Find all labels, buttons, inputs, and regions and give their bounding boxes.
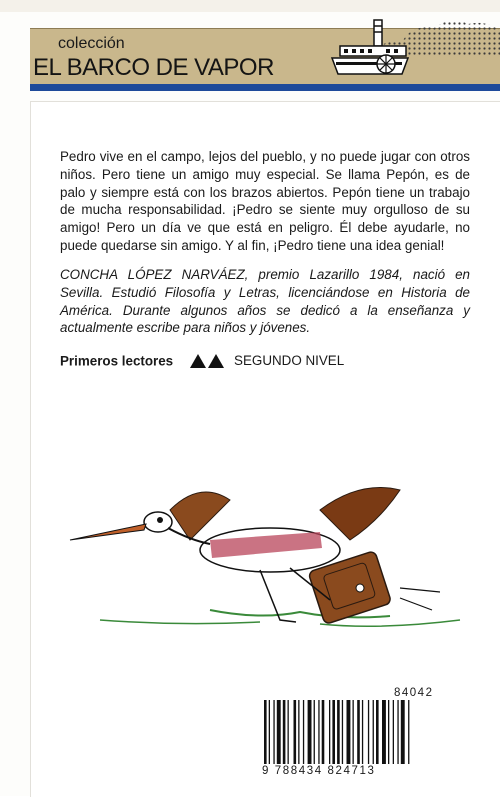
barcode-bar [298, 700, 299, 764]
barcode-bar [314, 700, 315, 764]
barcode-bar [283, 700, 286, 764]
barcode-bar [388, 700, 389, 764]
reading-level [60, 352, 470, 372]
steamboat-icon [330, 16, 410, 86]
barcode-bar [277, 700, 281, 764]
series-title: EL BARCO DE VAPOR [33, 54, 274, 81]
top-edge-strip [0, 0, 500, 12]
barcode-bar [288, 700, 289, 764]
barcode-bar [269, 700, 270, 764]
series-label: colección [58, 35, 125, 52]
level-name-label: SEGUNDO NIVEL [234, 353, 345, 369]
barcode-bar [264, 700, 267, 764]
barcode-bar [373, 700, 374, 764]
barcode-bar [393, 700, 394, 764]
barcode-bar [329, 700, 330, 764]
level-audience-label: Primeros lectores [60, 353, 174, 369]
barcode-bar [347, 700, 351, 764]
barcode-bar [408, 700, 409, 764]
barcode-bar [342, 700, 343, 764]
barcode-bar [357, 700, 360, 764]
barcode-bar [401, 700, 405, 764]
barcode-bar [397, 700, 398, 764]
banner-blue-stripe [30, 84, 500, 91]
barcode-bar [337, 700, 340, 764]
synopsis-text: Pedro vive en el campo, lejos del pueblo, y no puede jugar con otros niños. Pero tiene un amigo muy especial. Se llama Pepón, es de palo y siempre está con los brazos abiertos. Pepón tiene un trabajo de mucha responsabilidad. ¡Pedro se siente muy orgulloso de su amigo! Pero un día ve que está en peligro. Él debe ayudarle, no puede quedarse sin amigo. Y al fin, ¡Pedro tiene una idea genial! [60, 149, 470, 253]
barcode-bar [273, 700, 274, 764]
barcode-bar [353, 700, 354, 764]
barcode [262, 700, 477, 764]
barcode-isbn-digits: 9 788434 824713 [262, 765, 376, 777]
barcode-bar [318, 700, 319, 764]
barcode-bar [303, 700, 304, 764]
barcode-bar [332, 700, 335, 764]
barcode-bar [368, 700, 369, 764]
barcode-bar [362, 700, 363, 764]
barcode-bar [376, 700, 379, 764]
barcode-bar [382, 700, 386, 764]
barcode-bar [294, 700, 297, 764]
author-bio-text: CONCHA LÓPEZ NARVÁEZ, premio Lazarillo 1984, nació en Sevilla. Estudió Filosofía y Letras, licenciándose en Historia de América. Durante algunos años se dedicó a la enseñanza y actualmente escribe para niños y jóvenes. [60, 267, 470, 336]
level-triangles-icon [190, 354, 226, 368]
barcode-bar [308, 700, 312, 764]
barcode-bar [322, 700, 325, 764]
running-bird-illustration [60, 470, 490, 650]
barcode-top-number: 84042 [394, 687, 434, 699]
